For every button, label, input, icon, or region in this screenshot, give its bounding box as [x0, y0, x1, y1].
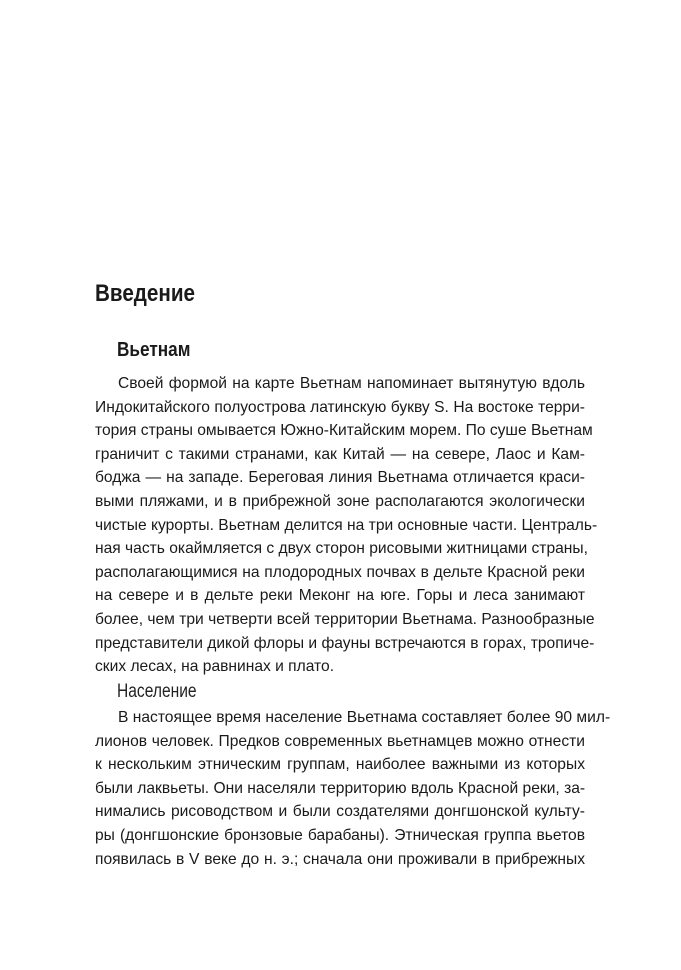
text-line: тория страны омывается Южно-Китайским морем. По суше Вьетнам: [95, 422, 593, 440]
chapter-heading: Введение: [95, 280, 196, 307]
text-line: были лаквьеты. Они населяли территорию вдоль Красной реки, за-: [95, 779, 586, 797]
text-line: ная часть окаймляется с двух сторон рисовыми житницами страны,: [95, 540, 588, 558]
text-line: Своей формой на карте Вьетнам напоминает вытянутую вдоль: [118, 375, 585, 392]
section-heading: Вьетнам: [117, 339, 191, 361]
text-line: нимались рисоводством и были создателями донгшонской культу-: [95, 803, 585, 821]
text-line: на севере и в дельте реки Меконг на юге. Горы и леса занимают: [95, 587, 585, 605]
text-line: ры (донгшонские бронзовые барабаны). Этническая группа вьетов: [95, 826, 585, 844]
text-line: Индокитайского полуострова латинскую букву S. На востоке терри-: [95, 398, 585, 416]
text-line: лионов человек. Предков современных вьетнамцев можно отнести: [95, 732, 585, 750]
text-line: представители дикой флоры и фауны встречаются в горах, тропиче-: [95, 634, 595, 652]
text-line: выми пляжами, и в прибрежной зоне располагаются экологически: [95, 492, 585, 510]
text-line: В настоящее время население Вьетнама составляет более 90 мил-: [118, 709, 611, 726]
text-line: располагающимися на плодородных почвах в дельте Красной реки: [95, 563, 585, 581]
subsection-paragraph: [95, 706, 611, 871]
text-line: появилась в V веке до н. э.; сначала они проживали в прибрежных: [95, 850, 585, 868]
text-line: более, чем три четверти всей территории Вьетнама. Разнообразные: [95, 610, 595, 628]
text-line: ских лесах, на равнинах и плато.: [95, 658, 335, 676]
text-line: граничит с такими странами, как Китай — на севере, Лаос и Кам-: [95, 445, 585, 463]
subsection-heading: Население: [117, 681, 197, 702]
text-line: к нескольким этническим группам, наиболее важными из которых: [95, 756, 585, 774]
text-line: боджа — на западе. Береговая линия Вьетнама отличается краси-: [95, 469, 585, 487]
text-line: чистые курорты. Вьетнам делится на три основные части. Централь-: [95, 516, 598, 534]
section-paragraph: [95, 372, 598, 679]
